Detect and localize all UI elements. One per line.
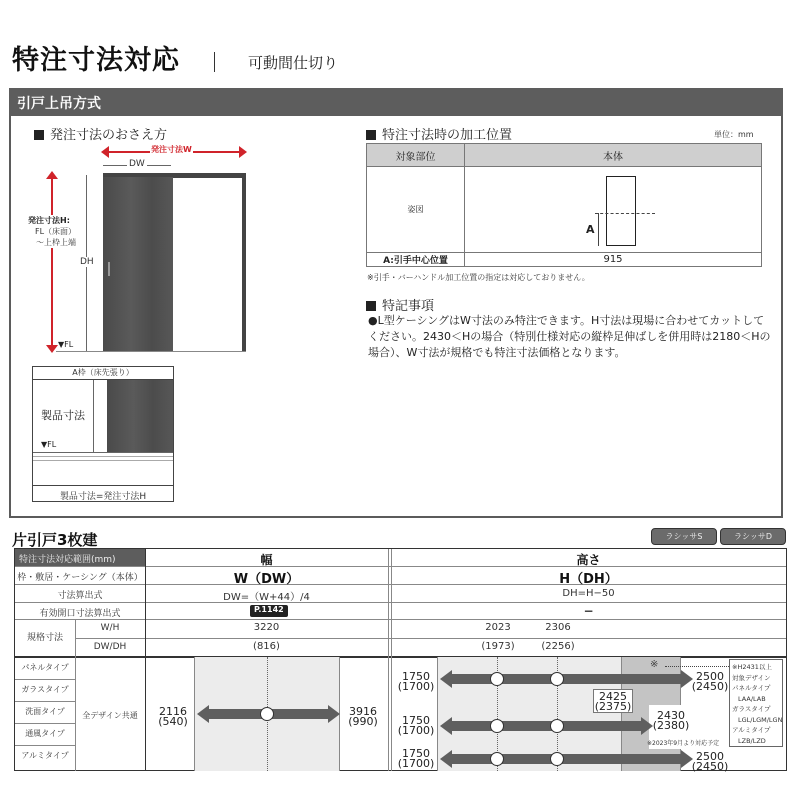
panel-title: 引戸上吊方式 [9,88,783,116]
order-dimension-title: 発注寸法のおさえ方 [34,124,167,143]
notes-text: ●L型ケーシングはW寸法のみ特注できます。H寸法は現場に合わせてカットしてください。2430＜Hの場合（特別仕様対応の縦枠足伸ばしを併用時は2180＜Hの場合）、W寸法が規格でも特注寸法価格となります。 [368,314,771,359]
arrow-left-icon [197,705,209,723]
arrow-left-icon [440,717,452,735]
arrow-up-icon [46,171,58,179]
arrow-right-icon [239,146,247,158]
arrow-left-icon [101,146,109,158]
type-panel: パネルタイプ [21,663,69,672]
arrow-left-icon [440,750,452,768]
door-elevation-diagram: A [465,167,762,253]
spec-title: 片引戸3枚建 [12,531,98,549]
type-aluminum: アルミタイプ [21,751,69,760]
unit-label: 単位：mm [714,130,754,139]
type-washroom: 洗面タイプ [25,707,65,716]
door-handle [108,262,110,276]
tag-lacissa-s[interactable]: ラシッサS [651,528,717,545]
notes-title: 特記事項 [366,295,434,314]
door-panel [103,177,173,352]
standard-size-marker [260,707,274,721]
page-reference-badge[interactable]: P.1142 [250,605,288,617]
arrow-right-icon [328,705,340,723]
target-design-note: ※H2431以上 対象デザイン パネルタイプ LAA/LAB ガラスタイプ LGL/LGM/LGN アルミタイプ LZB/LZD [729,659,783,747]
type-ventilation: 通風タイプ [25,729,65,738]
processing-position-table: 対象部位 本体 姿図 A A:引手中心位置 915 [366,143,762,267]
page-title: 特注寸法対応 [12,45,180,76]
arrow-left-icon [440,670,452,688]
page-subtitle: 可動間仕切り [248,54,339,72]
square-bullet-icon [366,130,376,140]
order-dimension-diagram: 発注寸法W DW DH 発注寸法H: FL（床面） 〜上枠上端 ▼FL [0,0,260,360]
processing-position-title: 特注寸法時の加工位置 [366,124,512,143]
footnote: ※引手・バーハンドル加工位置の指定は対応しておりません。 [367,273,590,282]
frame-detail-diagram: A枠（床先張り） 製品寸法 ▼FL 製品寸法=発注寸法H [32,366,174,502]
type-glass: ガラスタイプ [21,685,69,694]
tag-lacissa-d[interactable]: ラシッサD [720,528,786,545]
square-bullet-icon [366,301,376,311]
spec-table: 特注寸法対応範囲(mm) 枠・敷居・ケーシング（本体） 寸法算出式 有効開口寸法算出式 規格寸法 W/H DW/DH 幅 W（DW） DW=（W+44）/4 P.1142 3220 (816) 高さ H（DH） DH=H−50 − 2023 2306 (1973) (2256) パネルタイプ ガラスタイプ 洗面タイプ 通風タイプ アルミタイプ 全デザイン共通 2116 (540) 3916 (990) ※ 1750 (1700) 2500 (2450) 2425 (2375) 1750 (1700) 2430 (2380) ※2023年9月より対応予定 1750 (1700) 2500 (2450) ※H2431以上 対象デザイン パネルタイプ LAA/LAB ガラスタイプ LGL/LGM/LGN アルミタイプ LZB/LZD [14,548,787,771]
